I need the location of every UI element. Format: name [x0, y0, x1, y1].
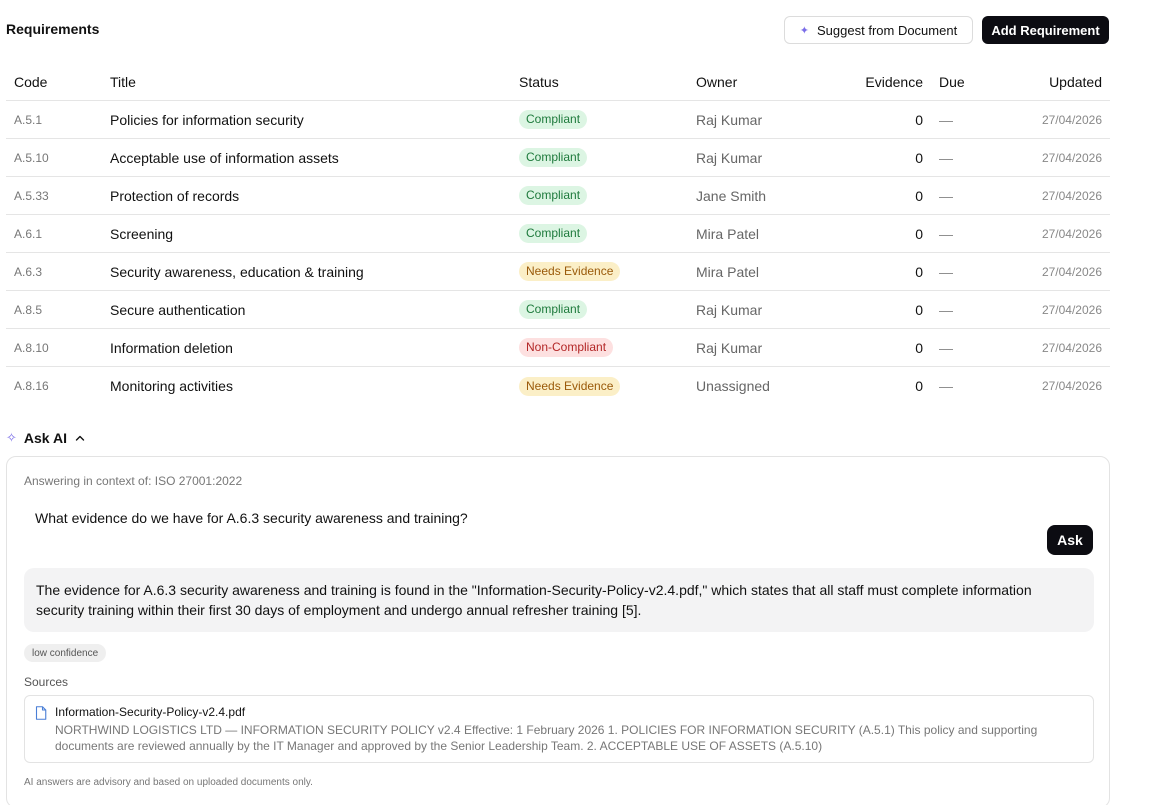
row-code: A.5.1: [14, 112, 43, 127]
row-due-date: —: [939, 301, 953, 318]
row-due-date: —: [939, 263, 953, 280]
row-due-date: —: [939, 339, 953, 356]
row-status-cell: [519, 291, 587, 328]
ai-answer: The evidence for A.6.3 security awareness and training is found in the "Information-Security-Policy-v2.4.pdf," which states that all staff must complete information security training within their first 30 days of employment and undergo annual refresher training [5].: [24, 568, 1094, 632]
table-header: [6, 62, 1110, 101]
ai-context-label: Answering in context of: ISO 27001:2022: [24, 474, 243, 488]
row-title: Security awareness, education & training: [110, 263, 364, 280]
row-code: A.6.1: [14, 226, 43, 241]
table-row[interactable]: [6, 367, 1110, 405]
row-updated-date: 27/04/2026: [1041, 379, 1102, 393]
ask-ai-toggle[interactable]: [6, 428, 86, 448]
add-requirement-button[interactable]: Add Requirement: [982, 16, 1109, 44]
row-owner: Unassigned: [696, 378, 770, 394]
column-header-owner[interactable]: Owner: [696, 74, 738, 90]
row-status-cell: [519, 139, 587, 176]
row-title: Acceptable use of information assets: [110, 149, 339, 166]
table-row[interactable]: [6, 329, 1110, 367]
row-title: Policies for information security: [110, 111, 304, 128]
table-row[interactable]: [6, 253, 1110, 291]
row-updated-date: 27/04/2026: [1041, 150, 1102, 165]
status-badge: Compliant: [519, 186, 587, 205]
row-evidence-count: 0: [915, 339, 923, 356]
ask-button[interactable]: Ask: [1047, 525, 1093, 555]
row-owner: Raj Kumar: [696, 111, 763, 128]
row-updated-date: 27/04/2026: [1041, 226, 1102, 241]
sparkle-icon: ✦: [799, 24, 810, 37]
row-owner: Jane Smith: [696, 187, 767, 204]
row-status-cell: [519, 215, 587, 252]
row-status-cell: [519, 367, 620, 405]
status-badge: Needs Evidence: [519, 262, 620, 281]
status-badge: Compliant: [519, 224, 587, 243]
row-updated-date: 27/04/2026: [1041, 302, 1102, 317]
chevron-up-icon: [74, 432, 86, 444]
row-updated-date: 27/04/2026: [1041, 264, 1102, 279]
row-evidence-count: 0: [915, 111, 923, 128]
row-title: Information deletion: [110, 339, 233, 356]
suggest-from-document-label: Suggest from Document: [817, 22, 958, 38]
row-status-cell: [519, 329, 613, 366]
column-header-updated[interactable]: Updated: [1049, 74, 1102, 90]
row-code: A.5.10: [14, 150, 49, 165]
sources-label: Sources: [24, 675, 69, 689]
column-header-code[interactable]: Code: [14, 74, 48, 90]
column-header-due[interactable]: Due: [939, 74, 965, 90]
row-title: Protection of records: [110, 187, 240, 204]
row-owner: Raj Kumar: [696, 149, 763, 166]
source-snippet: NORTHWIND LOGISTICS LTD — INFORMATION SECURITY POLICY v2.4 Effective: 1 February 2026 1. POLICIES FOR INFORMATION SECURITY (A.5.1) This policy and supporting documents are reviewed annually by the IT Manager and approved by the Senior Leadership Team. 2. ACCEPTABLE USE OF ASSETS (A.5.10): [55, 723, 1038, 753]
table-body: [6, 101, 1110, 405]
ask-ai-title: Ask AI: [23, 430, 67, 446]
row-code: A.6.3: [14, 264, 43, 279]
row-code: A.5.33: [14, 188, 49, 203]
requirements-title: Requirements: [6, 21, 100, 37]
column-header-status[interactable]: Status: [519, 74, 559, 90]
row-code: A.8.5: [14, 302, 43, 317]
row-title: Screening: [110, 225, 174, 242]
sparkles-icon: ✧: [6, 430, 17, 445]
row-owner: Raj Kumar: [696, 301, 763, 318]
row-status-cell: [519, 101, 587, 138]
ai-disclaimer: AI answers are advisory and based on uploaded documents only.: [24, 777, 313, 788]
table-row[interactable]: [6, 139, 1110, 177]
row-status-cell: [519, 253, 620, 290]
document-icon: [35, 706, 47, 720]
requirements-table: [6, 62, 1110, 405]
row-due-date: —: [939, 378, 953, 394]
row-evidence-count: 0: [915, 187, 923, 204]
source-card[interactable]: [24, 695, 1094, 763]
row-owner: Mira Patel: [696, 263, 760, 280]
source-file-name: Information-Security-Policy-v2.4.pdf: [55, 705, 246, 719]
row-updated-date: 27/04/2026: [1041, 340, 1102, 355]
row-evidence-count: 0: [915, 149, 923, 166]
row-code: A.8.10: [14, 340, 49, 355]
row-due-date: —: [939, 225, 953, 242]
row-status-cell: [519, 177, 587, 214]
table-row[interactable]: [6, 215, 1110, 253]
row-code: A.8.16: [14, 379, 49, 393]
status-badge: Non-Compliant: [519, 338, 613, 357]
status-badge: Compliant: [519, 300, 587, 319]
row-evidence-count: 0: [915, 225, 923, 242]
row-due-date: —: [939, 187, 953, 204]
row-owner: Raj Kumar: [696, 339, 763, 356]
status-badge: Compliant: [519, 110, 587, 129]
table-row[interactable]: [6, 177, 1110, 215]
ai-question-input[interactable]: What evidence do we have for A.6.3 security awareness and training?: [35, 510, 468, 526]
row-due-date: —: [939, 111, 953, 128]
suggest-from-document-button[interactable]: [784, 16, 973, 44]
row-evidence-count: 0: [915, 263, 923, 280]
row-due-date: —: [939, 149, 953, 166]
row-updated-date: 27/04/2026: [1041, 188, 1102, 203]
row-evidence-count: 0: [915, 378, 923, 394]
table-row[interactable]: [6, 291, 1110, 329]
column-header-title[interactable]: Title: [110, 74, 136, 90]
row-updated-date: 27/04/2026: [1041, 112, 1102, 127]
ask-ai-panel: [6, 456, 1110, 805]
status-badge: Compliant: [519, 148, 587, 167]
row-owner: Mira Patel: [696, 225, 760, 242]
row-evidence-count: 0: [915, 301, 923, 318]
row-title: Secure authentication: [110, 301, 246, 318]
confidence-badge: low confidence: [24, 644, 106, 662]
table-row[interactable]: [6, 101, 1110, 139]
column-header-evidence[interactable]: Evidence: [865, 74, 923, 90]
status-badge: Needs Evidence: [519, 377, 620, 396]
row-title: Monitoring activities: [110, 378, 233, 394]
